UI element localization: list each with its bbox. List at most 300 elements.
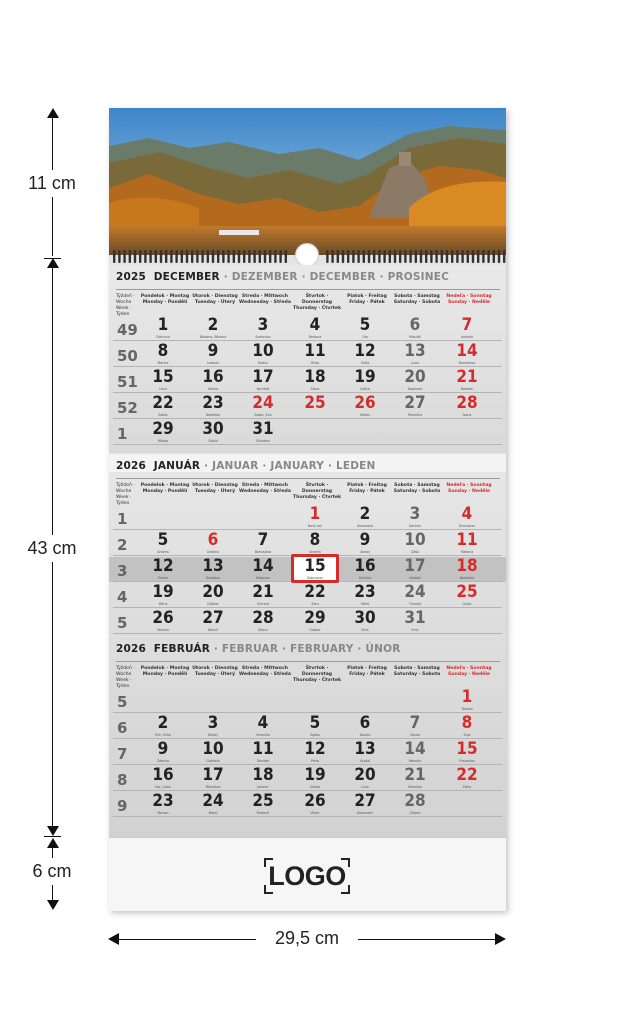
week-number: 9	[117, 797, 128, 815]
day-cell[interactable]	[293, 714, 337, 739]
day-cell[interactable]	[343, 316, 387, 341]
day-cell[interactable]	[241, 740, 285, 765]
weekday-header: Sobota · Samstag Saturday · Sobota	[393, 666, 441, 677]
day-number: 27	[202, 608, 224, 628]
name-day: Mikuláš	[409, 335, 421, 339]
day-number: 5	[359, 315, 371, 335]
day-cell[interactable]	[393, 557, 437, 582]
name-day: Etela	[462, 785, 472, 789]
day-number: 6	[359, 713, 371, 733]
dimension-middle-label: 43 cm	[4, 535, 100, 562]
day-number: 20	[404, 367, 426, 387]
day-number: 6	[409, 315, 421, 335]
day-cell[interactable]	[445, 342, 489, 367]
weekday-header-row	[109, 483, 506, 505]
name-day: Erik, Erika	[154, 733, 172, 737]
week-row	[109, 792, 506, 817]
day-cell[interactable]	[241, 609, 285, 634]
day-number: 21	[456, 367, 478, 387]
name-day: Andrea	[157, 550, 169, 554]
day-number: 11	[252, 739, 274, 759]
day-cell[interactable]	[393, 342, 437, 367]
name-day: Oto	[362, 335, 368, 339]
day-number: 14	[404, 739, 426, 759]
day-cell[interactable]	[343, 394, 387, 419]
week-number: 50	[117, 347, 138, 365]
name-day: Lívia	[361, 785, 369, 789]
name-day: Hilda	[310, 361, 320, 365]
name-day: Sláva	[310, 387, 320, 391]
day-cell[interactable]	[293, 505, 337, 530]
week-row	[109, 766, 506, 791]
week-row	[109, 583, 506, 608]
day-cell[interactable]	[241, 557, 285, 582]
day-number: 1	[309, 504, 321, 524]
day-cell[interactable]	[241, 714, 285, 739]
day-cell[interactable]	[141, 368, 185, 393]
day-number: 30	[202, 419, 224, 439]
week-row	[109, 316, 506, 341]
day-cell[interactable]	[141, 531, 185, 556]
day-number: 26	[304, 791, 326, 811]
week-row	[109, 531, 506, 556]
day-cell[interactable]	[445, 557, 489, 582]
name-day: Branislava	[458, 361, 476, 365]
name-day: Marina	[157, 361, 169, 365]
day-cell[interactable]	[445, 368, 489, 393]
day-number: 7	[257, 530, 269, 550]
day-number: 15	[152, 367, 174, 387]
day-cell[interactable]	[191, 766, 235, 791]
month-name: FEBRUÁR	[153, 643, 210, 655]
name-day: Filoména	[407, 413, 423, 417]
name-day: Vincent	[257, 602, 269, 606]
month-title	[116, 643, 502, 655]
width-dimension	[108, 930, 506, 950]
day-cell[interactable]	[241, 792, 285, 817]
day-number: 17	[404, 556, 426, 576]
day-number: 26	[354, 393, 376, 413]
day-number: 27	[354, 791, 376, 811]
day-cell[interactable]	[445, 740, 489, 765]
name-day: Radovan	[256, 576, 270, 580]
name-day: Veronika	[256, 733, 270, 737]
week-row	[109, 609, 506, 634]
day-cell[interactable]	[293, 316, 337, 341]
name-day: Ambróz	[460, 335, 474, 339]
day-cell[interactable]	[393, 394, 437, 419]
weekday-header: Pondelok · Montag Monday · Pondělí	[140, 294, 190, 305]
week-row	[109, 740, 506, 765]
weekday-header: Pondelok · Montag Monday · Pondělí	[140, 483, 190, 494]
day-number: 31	[404, 608, 426, 628]
day-cell[interactable]	[293, 342, 337, 367]
week-number: 1	[117, 510, 128, 528]
day-number: 22	[456, 765, 478, 785]
dimension-top-label: 11 cm	[4, 170, 100, 197]
day-cell[interactable]	[393, 368, 437, 393]
name-day: Dagmara	[407, 387, 423, 391]
day-cell[interactable]	[141, 316, 185, 341]
day-cell[interactable]	[393, 740, 437, 765]
day-cell[interactable]	[445, 766, 489, 791]
name-day: Eleonóra	[407, 785, 423, 789]
day-number: 3	[257, 315, 269, 335]
dimension-bottom-label: 6 cm	[4, 858, 100, 885]
day-number: 28	[252, 608, 274, 628]
week-header: Týždeň · Woche Week · Týden	[116, 483, 135, 506]
day-cell[interactable]	[343, 531, 387, 556]
month-alt-names: · JANUAR · JANUARY · LEDEN	[204, 460, 376, 472]
day-number: 2	[157, 713, 169, 733]
name-day: Bohuš	[208, 628, 218, 632]
day-number: 4	[309, 315, 321, 335]
day-cell[interactable]	[293, 531, 337, 556]
day-number: 1	[157, 315, 169, 335]
month-year: 2026	[116, 460, 147, 472]
day-cell[interactable]	[393, 609, 437, 634]
day-number: 23	[202, 393, 224, 413]
day-cell[interactable]	[343, 792, 387, 817]
weekday-header: Pondelok · Montag Monday · Pondělí	[140, 666, 190, 677]
day-cell[interactable]	[393, 792, 437, 817]
name-day: Nadežda	[206, 413, 220, 417]
name-day: Vlasta	[310, 785, 320, 789]
day-number: 18	[304, 367, 326, 387]
day-cell[interactable]	[191, 394, 235, 419]
name-day: Kristína	[358, 576, 372, 580]
landscape-photo	[109, 108, 506, 255]
logo-panel	[109, 837, 506, 911]
day-number: 16	[354, 556, 376, 576]
day-cell[interactable]	[393, 766, 437, 791]
name-day: Alexandra	[356, 524, 374, 528]
name-day: Judita	[360, 387, 370, 391]
name-day: Štefan	[359, 413, 371, 417]
name-day: Pravoslav	[459, 759, 475, 763]
name-day: Albína	[208, 387, 218, 391]
day-number: 24	[404, 582, 426, 602]
name-day: Arpád	[360, 759, 370, 763]
day-number: 29	[152, 419, 174, 439]
name-day: Alfonz	[258, 628, 268, 632]
day-cell[interactable]	[241, 316, 285, 341]
name-day: Alexej	[360, 550, 370, 554]
name-day: Otília	[360, 361, 370, 365]
weekday-header: Nedeľa · Sonntag Sunday · Neděle	[446, 483, 492, 494]
weekday-header: Štvrtok · Donnerstag Thursday · Čtvrtek	[292, 483, 342, 500]
name-day: Bohdana	[459, 576, 475, 580]
name-day: Drahoslav	[458, 524, 476, 528]
day-cell[interactable]	[343, 766, 387, 791]
day-number: 11	[304, 341, 326, 361]
day-cell[interactable]	[191, 531, 235, 556]
name-day: Dorota	[359, 733, 371, 737]
day-number: 11	[456, 530, 478, 550]
day-number: 7	[461, 315, 473, 335]
weekday-header: Piatok · Freitag Friday · Pátek	[347, 483, 387, 494]
day-number: 10	[202, 739, 224, 759]
weekday-header: Sobota · Samstag Saturday · Sobota	[393, 483, 441, 494]
day-cell[interactable]	[293, 740, 337, 765]
day-cell[interactable]	[141, 766, 185, 791]
week-number: 1	[117, 425, 128, 443]
day-cell[interactable]	[141, 342, 185, 367]
day-cell[interactable]	[191, 342, 235, 367]
week-number: 6	[117, 719, 128, 737]
month-alt-names: · FEBRUAR · FEBRUARY · ÚNOR	[213, 643, 401, 655]
name-day: Malvína	[460, 550, 474, 554]
day-cell[interactable]	[343, 557, 387, 582]
day-number: 18	[252, 765, 274, 785]
day-cell[interactable]	[141, 740, 185, 765]
day-cell[interactable]	[191, 316, 235, 341]
day-number: 13	[404, 341, 426, 361]
week-number: 8	[117, 771, 128, 789]
day-number: 17	[252, 367, 274, 387]
name-day: Lucia	[410, 361, 420, 365]
day-number: 24	[202, 791, 224, 811]
day-cell[interactable]	[191, 368, 235, 393]
name-day: Ema	[361, 628, 369, 632]
month-name: JANUÁR	[153, 460, 201, 472]
day-number: 12	[152, 556, 174, 576]
name-day: Silvester	[256, 439, 270, 443]
day-cell[interactable]	[343, 505, 387, 530]
day-number: 10	[252, 341, 274, 361]
week-row	[109, 420, 506, 445]
day-cell[interactable]	[141, 420, 185, 445]
week-row	[109, 342, 506, 367]
month-title	[116, 460, 502, 472]
weekday-header: Streda · Mittwoch Wednesday · Středa	[239, 666, 291, 677]
day-number: 2	[359, 504, 371, 524]
name-day: Tamara	[157, 628, 169, 632]
wall-calendar	[109, 108, 506, 910]
day-cell[interactable]	[241, 394, 285, 419]
day-cell[interactable]	[293, 557, 337, 582]
name-day: Milada	[157, 439, 169, 443]
day-cell[interactable]	[141, 609, 185, 634]
day-cell[interactable]	[141, 557, 185, 582]
name-day: Roman	[157, 811, 169, 815]
arrow-up-icon	[47, 258, 59, 268]
day-number: 16	[202, 367, 224, 387]
day-cell[interactable]	[241, 531, 285, 556]
day-cell[interactable]	[445, 583, 489, 608]
day-cell[interactable]	[241, 342, 285, 367]
day-number: 5	[309, 713, 321, 733]
day-number: 18	[456, 556, 478, 576]
name-day: Emil	[411, 628, 419, 632]
weekday-header: Utorok · Dienstag Tuesday · Úterý	[192, 483, 238, 494]
day-cell[interactable]	[191, 557, 235, 582]
day-number: 9	[359, 530, 371, 550]
name-day: Zlatica	[409, 811, 421, 815]
week-header: Týždeň · Woche Week · Týden	[116, 294, 135, 317]
day-cell[interactable]	[343, 583, 387, 608]
day-cell[interactable]	[343, 342, 387, 367]
name-day: Matej	[208, 811, 218, 815]
week-number: 52	[117, 399, 138, 417]
week-row	[109, 688, 506, 713]
day-number: 8	[309, 530, 321, 550]
name-day: Gašpar	[309, 628, 321, 632]
day-cell[interactable]	[293, 394, 337, 419]
weekday-header: Štvrtok · Donnerstag Thursday · Čtvrtek	[292, 666, 342, 683]
day-number: 28	[456, 393, 478, 413]
day-cell[interactable]	[191, 583, 235, 608]
day-number: 22	[152, 393, 174, 413]
day-number: 25	[456, 582, 478, 602]
day-cell[interactable]	[445, 714, 489, 739]
name-day: Dezider	[256, 759, 270, 763]
arrow-right-icon	[495, 933, 506, 945]
month-name: DECEMBER	[153, 271, 220, 283]
weekday-header: Piatok · Freitag Friday · Pátek	[347, 294, 387, 305]
day-cell[interactable]	[445, 505, 489, 530]
day-cell[interactable]	[293, 609, 337, 634]
day-cell[interactable]	[141, 583, 185, 608]
name-day: Alexander	[356, 811, 374, 815]
day-number: 21	[252, 582, 274, 602]
day-number: 15	[456, 739, 478, 759]
day-cell[interactable]	[343, 740, 387, 765]
week-header: Týždeň · Woche Week · Týden	[116, 666, 135, 689]
name-day: Bohuslava	[254, 550, 272, 554]
day-cell[interactable]	[191, 792, 235, 817]
day-number: 19	[152, 582, 174, 602]
day-number: 13	[202, 556, 224, 576]
name-day: Antónia	[206, 550, 220, 554]
weekday-header: Sobota · Samstag Saturday · Sobota	[393, 294, 441, 305]
week-row	[109, 714, 506, 739]
day-cell[interactable]	[293, 583, 337, 608]
day-number: 21	[404, 765, 426, 785]
day-cell[interactable]	[293, 792, 337, 817]
name-day: Ida, Liana	[155, 785, 171, 789]
week-number: 49	[117, 321, 138, 339]
name-day: Viktor	[310, 811, 320, 815]
day-number: 1	[461, 687, 473, 707]
day-number: 7	[409, 713, 421, 733]
day-cell[interactable]	[241, 583, 285, 608]
day-number: 4	[461, 504, 473, 524]
week-number: 2	[117, 536, 128, 554]
day-cell[interactable]	[141, 394, 185, 419]
day-cell[interactable]	[293, 766, 337, 791]
day-number: 4	[257, 713, 269, 733]
day-cell[interactable]	[445, 394, 489, 419]
day-number: 30	[354, 608, 376, 628]
weekday-header: Nedeľa · Sonntag Sunday · Neděle	[446, 666, 492, 677]
day-cell[interactable]	[191, 714, 235, 739]
day-cell[interactable]	[343, 368, 387, 393]
arrow-down-icon	[47, 826, 59, 836]
month-year: 2026	[116, 643, 147, 655]
week-number: 3	[117, 562, 128, 580]
day-number: 29	[304, 608, 326, 628]
day-number: 10	[404, 530, 426, 550]
day-number: 12	[354, 341, 376, 361]
day-cell[interactable]	[141, 714, 185, 739]
name-day: Svetoslav	[255, 335, 271, 339]
day-cell[interactable]	[191, 420, 235, 445]
day-cell[interactable]	[393, 583, 437, 608]
day-number: 27	[404, 393, 426, 413]
name-day: Miloslava	[205, 785, 221, 789]
day-cell[interactable]	[293, 368, 337, 393]
day-number: 28	[404, 791, 426, 811]
name-day: Perla	[311, 759, 319, 763]
day-cell[interactable]	[241, 368, 285, 393]
day-cell[interactable]	[445, 316, 489, 341]
day-cell[interactable]	[445, 531, 489, 556]
day-cell[interactable]	[393, 531, 437, 556]
day-number: 13	[354, 739, 376, 759]
day-cell[interactable]	[241, 766, 285, 791]
week-number: 51	[117, 373, 138, 391]
weekday-header: Streda · Mittwoch Wednesday · Středa	[239, 483, 291, 494]
day-number: 25	[252, 791, 274, 811]
arrow-up-icon	[47, 838, 59, 848]
name-day: Izabela	[207, 361, 219, 365]
day-cell[interactable]	[191, 609, 235, 634]
day-cell[interactable]	[393, 714, 437, 739]
name-day: Blažej	[208, 733, 218, 737]
name-day: Zdenko	[157, 759, 169, 763]
day-cell[interactable]	[343, 609, 387, 634]
name-day: Jaromír	[257, 785, 269, 789]
weekday-header: Utorok · Dienstag Tuesday · Úterý	[192, 666, 238, 677]
month-title	[116, 271, 502, 283]
name-day: Zoja	[463, 733, 471, 737]
week-row	[109, 368, 506, 393]
day-cell[interactable]	[445, 688, 489, 713]
weekday-header: Piatok · Freitag Friday · Pátek	[347, 666, 387, 677]
day-number: 26	[152, 608, 174, 628]
name-day: Nataša	[409, 576, 421, 580]
day-number: 5	[157, 530, 169, 550]
week-number: 5	[117, 693, 128, 711]
weekday-header-row	[109, 666, 506, 688]
weekday-header: Utorok · Dienstag Tuesday · Úterý	[192, 294, 238, 305]
name-day: Radúz	[258, 361, 268, 365]
week-number: 5	[117, 614, 128, 632]
day-number: 14	[456, 341, 478, 361]
day-cell[interactable]	[141, 792, 185, 817]
day-number: 8	[461, 713, 473, 733]
day-cell[interactable]	[191, 740, 235, 765]
day-cell[interactable]	[241, 420, 285, 445]
day-number: 25	[304, 393, 326, 413]
day-cell[interactable]	[393, 316, 437, 341]
day-number: 31	[252, 419, 274, 439]
name-day: Agáta	[310, 733, 320, 737]
weekday-header: Streda · Mittwoch Wednesday · Středa	[239, 294, 291, 305]
day-number: 23	[152, 791, 174, 811]
week-row	[109, 505, 506, 530]
month-december-2025	[109, 265, 506, 453]
day-cell[interactable]	[343, 714, 387, 739]
day-number: 20	[354, 765, 376, 785]
day-number: 15	[304, 556, 326, 576]
dimension-width-label: 29,5 cm	[274, 928, 340, 948]
name-day: Vanda	[410, 733, 420, 737]
name-day: Daniela	[408, 524, 422, 528]
day-cell[interactable]	[393, 505, 437, 530]
name-day: Dáša	[410, 550, 420, 554]
